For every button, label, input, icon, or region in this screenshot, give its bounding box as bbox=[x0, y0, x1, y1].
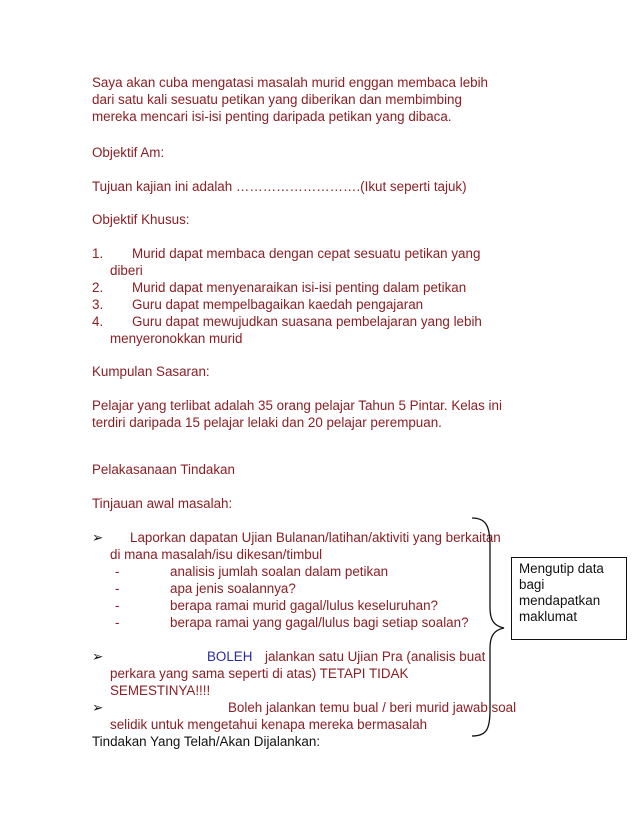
bullet-1-line-1: Laporkan dapatan Ujian Bulanan/latihan/aktiviti yang berkaitan bbox=[130, 530, 501, 545]
list-item-3-text: Guru dapat mempelbagaikan kaedah pengajaran bbox=[132, 297, 424, 312]
list-item-1-text: Murid dapat membaca dengan cepat sesuatu petikan yang bbox=[132, 246, 481, 261]
objektif-am-heading: Objektif Am: bbox=[92, 145, 165, 160]
arrow-bullet-icon: ➢ bbox=[92, 649, 104, 664]
callout-box bbox=[511, 557, 627, 640]
list-item-1-text-cont: diberi bbox=[110, 263, 143, 278]
bullet-2-line-1: jalankan satu Ujian Pra (analisis buat bbox=[265, 649, 486, 664]
kumpulan-heading: Kumpulan Sasaran: bbox=[92, 364, 210, 379]
dash-1: - bbox=[115, 564, 120, 579]
list-item-4-text: Guru dapat mewujudkan suasana pembelajaran yang lebih bbox=[132, 314, 482, 329]
bullet-1-line-2: di mana masalah/isu dikesan/timbul bbox=[110, 547, 323, 562]
pelaksanaan-heading: Pelakasanaan Tindakan bbox=[92, 462, 235, 477]
list-item-1-number: 1. bbox=[92, 246, 104, 261]
dash-item-4: berapa ramai yang gagal/lulus bagi setiap soalan? bbox=[170, 615, 469, 630]
curly-brace-icon bbox=[470, 512, 506, 742]
arrow-bullet-icon: ➢ bbox=[92, 530, 104, 545]
objektif-khusus-heading: Objektif Khusus: bbox=[92, 212, 190, 227]
bullet-3-line-2: selidik untuk mengetahui kenapa mereka bermasalah bbox=[110, 717, 428, 732]
dash-3: - bbox=[115, 598, 120, 613]
dash-2: - bbox=[115, 581, 120, 596]
arrow-bullet-icon: ➢ bbox=[92, 700, 104, 715]
tindakan-heading: Tindakan Yang Telah/Akan Dijalankan: bbox=[92, 734, 321, 749]
intro-line-1: Saya akan cuba mengatasi masalah murid enggan membaca lebih bbox=[92, 75, 489, 90]
callout-line-2: bagi bbox=[519, 577, 545, 592]
kumpulan-line-1: Pelajar yang terlibat adalah 35 orang pelajar Tahun 5 Pintar. Kelas ini bbox=[92, 398, 502, 413]
callout-line-3: mendapatkan bbox=[519, 593, 601, 608]
list-item-4-number: 4. bbox=[92, 314, 104, 329]
objektif-am-text: Tujuan kajian ini adalah ……………………….(Ikut seperti tajuk) bbox=[92, 179, 467, 194]
list-item-3-number: 3. bbox=[92, 297, 104, 312]
dash-item-3: berapa ramai murid gagal/lulus keseluruhan? bbox=[170, 598, 438, 613]
list-item-2-number: 2. bbox=[92, 280, 104, 295]
kumpulan-line-2: terdiri daripada 15 pelajar lelaki dan 20 pelajar perempuan. bbox=[92, 415, 442, 430]
callout-line-4: maklumat bbox=[519, 609, 578, 624]
list-item-2-text: Murid dapat menyenaraikan isi-isi penting dalam petikan bbox=[132, 280, 467, 295]
dash-item-1: analisis jumlah soalan dalam petikan bbox=[170, 564, 389, 579]
list-item-4-text-cont: menyeronokkan murid bbox=[110, 331, 243, 346]
bullet-2-line-2: perkara yang sama seperti di atas) TETAPI TIDAK bbox=[110, 666, 409, 681]
tinjauan-heading: Tinjauan awal masalah: bbox=[92, 496, 233, 511]
callout-line-1: Mengutip data bbox=[519, 561, 604, 576]
intro-line-2: dari satu kali sesuatu petikan yang diberikan dan membimbing bbox=[92, 92, 462, 107]
bullet-2-line-3: SEMESTINYA!!!! bbox=[110, 683, 211, 698]
dash-item-2: apa jenis soalannya? bbox=[170, 581, 296, 596]
dash-4: - bbox=[115, 615, 120, 630]
intro-line-3: mereka mencari isi-isi penting daripada petikan yang dibaca. bbox=[92, 109, 452, 124]
boleh-keyword: BOLEH bbox=[207, 649, 253, 664]
bullet-3-line-1: Boleh jalankan temu bual / beri murid jawab soal bbox=[228, 700, 517, 715]
